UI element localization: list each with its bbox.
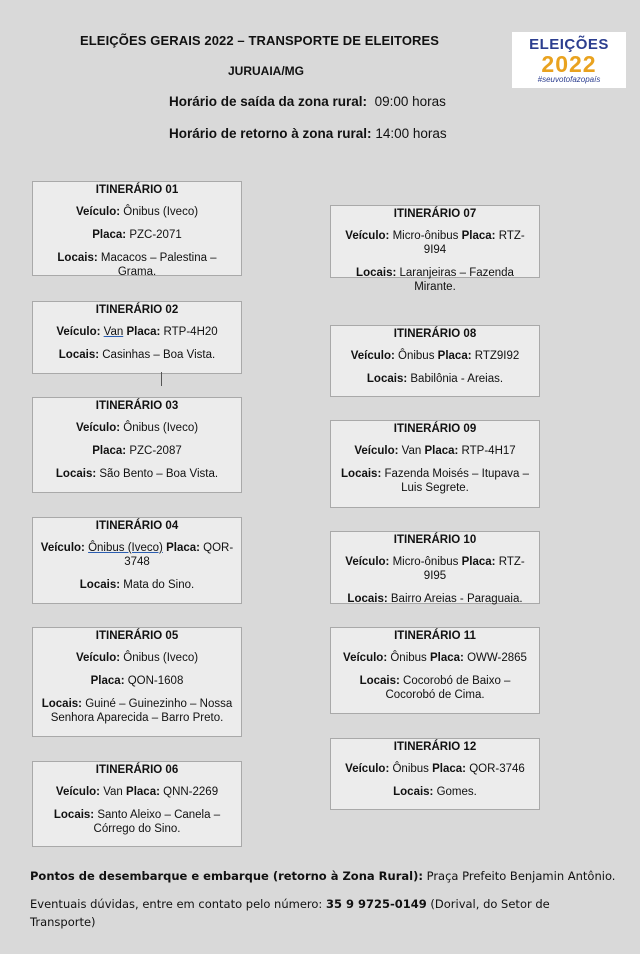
contact-info [30, 895, 590, 931]
departure-label: Horário de saída da zona rural: [169, 94, 368, 109]
plate-label: Placa: [90, 675, 125, 687]
places-value: Babilônia - Areias. [410, 373, 504, 385]
itinerary-card [330, 420, 540, 508]
places-value: Casinhas – Boa Vista. [102, 349, 216, 361]
itinerary-title: ITINERÁRIO 06 [95, 764, 179, 776]
vehicle-value: Ônibus [398, 350, 435, 362]
vehicle-label: Veículo: [345, 230, 390, 242]
vehicle-label: Veículo: [75, 422, 121, 434]
places-value: Fazenda Moisés – Itupava – Luis Segrete. [384, 468, 529, 494]
return-time [169, 126, 447, 141]
places-line [37, 578, 237, 592]
plate-value: RTZ9I92 [474, 350, 520, 362]
vehicle-value: Ônibus [390, 652, 427, 664]
city-subtitle: JURUAIA/MG [228, 64, 305, 78]
places-label: Locais: [366, 373, 408, 385]
places-label: Locais: [356, 267, 397, 279]
places-value: Laranjeiras – Fazenda Mirante. [399, 267, 514, 293]
places-label: Locais: [55, 468, 97, 480]
itinerary-title: ITINERÁRIO 07 [393, 208, 477, 220]
plate-label: Placa: [437, 350, 472, 362]
itinerary-title: ITINERÁRIO 09 [393, 423, 477, 435]
return-label: Horário de retorno à zona rural: [169, 126, 372, 141]
elections-logo [512, 32, 626, 88]
plate-label: Placa: [166, 542, 200, 554]
plate-label: Placa: [461, 556, 496, 568]
logo-line1: ELEIÇÕES [529, 36, 609, 53]
boarding-points-value: Praça Prefeito Benjamin Antônio. [426, 869, 616, 883]
plate-value: PZC-2087 [129, 445, 182, 457]
logo-year: 2022 [541, 51, 597, 77]
itinerary-title: ITINERÁRIO 10 [393, 534, 477, 546]
itinerary-title: ITINERÁRIO 01 [95, 184, 179, 196]
plate-label: Placa: [430, 652, 464, 664]
vehicle-value: Van [103, 786, 123, 798]
vehicle-label: Veículo: [354, 445, 399, 457]
places-value: Santo Aleixo – Canela – Córrego do Sino. [93, 809, 221, 835]
plate-value: RTZ-9I94 [423, 230, 525, 256]
itinerary-title: ITINERÁRIO 11 [394, 630, 476, 642]
vehicle-line [335, 651, 535, 665]
logo-hashtag: #seuvotofazopaís [537, 75, 601, 84]
plate-value: PZC-2071 [129, 229, 182, 241]
places-line [335, 467, 535, 495]
plate-value: QON-1608 [127, 675, 184, 687]
places-line [37, 251, 237, 279]
places-value: Bairro Areias - Paraguaia. [390, 593, 523, 605]
vehicle-line [37, 205, 237, 219]
vehicle-line [335, 229, 535, 257]
vehicle-line [37, 651, 237, 665]
itinerary-title: ITINERÁRIO 02 [95, 304, 179, 316]
places-value: São Bento – Boa Vista. [99, 468, 219, 480]
divider-mark [161, 372, 162, 386]
places-label: Locais: [347, 593, 388, 605]
vehicle-label: Veículo: [350, 350, 395, 362]
vehicle-label: Veículo: [56, 326, 101, 338]
itinerary-title: ITINERÁRIO 08 [393, 328, 477, 340]
itinerary-card [330, 627, 540, 714]
vehicle-value: Ônibus (Iveco) [123, 206, 199, 218]
vehicle-line [37, 541, 237, 569]
contact-number: 35 9 9725-0149 [325, 897, 427, 911]
itinerary-title: ITINERÁRIO 04 [95, 520, 179, 532]
plate-label: Placa: [461, 230, 496, 242]
plate-label: Placa: [424, 445, 459, 457]
places-value: Macacos – Palestina – Grama. [100, 252, 217, 278]
itinerary-card [330, 205, 540, 293]
itinerary-title: ITINERÁRIO 12 [393, 741, 477, 753]
plate-label: Placa: [92, 445, 127, 457]
departure-value: 09:00 horas [374, 94, 446, 109]
places-label: Locais: [359, 675, 400, 687]
plate-label: Placa: [432, 763, 467, 775]
vehicle-label: Veículo: [40, 542, 85, 554]
places-value: Mata do Sino. [123, 579, 195, 591]
boarding-points [30, 867, 620, 885]
places-line [37, 808, 237, 836]
places-line [335, 592, 535, 606]
vehicle-line [335, 762, 535, 776]
plate-value: QOR-3746 [469, 763, 525, 775]
vehicle-line [37, 785, 237, 799]
vehicle-label: Veículo: [75, 206, 121, 218]
places-label: Locais: [393, 786, 434, 798]
places-value: Cocorobó de Baixo – Cocorobó de Cima. [385, 675, 511, 701]
itinerary-card [330, 325, 540, 397]
vehicle-value: Ônibus [392, 763, 429, 775]
plate-value: RTP-4H20 [163, 326, 218, 338]
vehicle-value: Ônibus (Iveco) [88, 542, 163, 554]
plate-value: QNN-2269 [163, 786, 219, 798]
places-line [335, 372, 535, 386]
vehicle-label: Veículo: [343, 652, 388, 664]
itinerary-card [32, 301, 242, 374]
places-label: Locais: [53, 809, 95, 821]
vehicle-value: Van [103, 326, 124, 338]
plate-value: RTZ-9I95 [423, 556, 525, 582]
itinerary-title: ITINERÁRIO 05 [95, 630, 179, 642]
vehicle-value: Micro-ônibus [392, 556, 459, 568]
contact-suffix: (Dorival, do Setor de Transporte) [30, 897, 550, 929]
places-value: Guiné – Guinezinho – Nossa Senhora Aparecida – Barro Preto. [50, 698, 233, 724]
vehicle-value: Micro-ônibus [392, 230, 459, 242]
plate-label: Placa: [92, 229, 127, 241]
places-value: Gomes. [436, 786, 477, 798]
places-label: Locais: [58, 349, 100, 361]
plate-line [37, 444, 237, 458]
page-title: ELEIÇÕES GERAIS 2022 – TRANSPORTE DE ELEITORES [80, 33, 440, 48]
places-line [335, 266, 535, 294]
itinerary-card [32, 181, 242, 276]
itinerary-card [32, 761, 242, 847]
return-value: 14:00 horas [375, 126, 447, 141]
places-line [37, 348, 237, 362]
vehicle-line [37, 421, 237, 435]
departure-time [169, 94, 446, 109]
vehicle-line [37, 325, 237, 339]
vehicle-label: Veículo: [75, 652, 121, 664]
itinerary-card [330, 738, 540, 810]
vehicle-line [335, 349, 535, 363]
plate-value: RTP-4H17 [461, 445, 516, 457]
boarding-points-label: Pontos de desembarque e embarque (retorno à Zona Rural): [30, 869, 423, 883]
places-label: Locais: [41, 698, 82, 710]
plate-label: Placa: [126, 326, 161, 338]
itinerary-card [32, 627, 242, 737]
vehicle-line [335, 555, 535, 583]
itinerary-card [32, 397, 242, 493]
vehicle-value: Ônibus (Iveco) [123, 652, 199, 664]
plate-line [37, 674, 237, 688]
places-line [335, 674, 535, 702]
vehicle-label: Veículo: [55, 786, 101, 798]
places-line [37, 467, 237, 481]
places-label: Locais: [57, 252, 98, 264]
vehicle-line [335, 444, 535, 458]
places-label: Locais: [341, 468, 382, 480]
contact-prefix: Eventuais dúvidas, entre em contato pelo número: [30, 897, 323, 911]
places-label: Locais: [79, 579, 121, 591]
places-line [335, 785, 535, 799]
plate-value: QOR-3748 [124, 542, 234, 568]
itinerary-card [32, 517, 242, 604]
vehicle-value: Ônibus (Iveco) [123, 422, 199, 434]
places-line [37, 697, 237, 725]
vehicle-value: Van [401, 445, 422, 457]
itinerary-title: ITINERÁRIO 03 [95, 400, 179, 412]
itinerary-card [330, 531, 540, 604]
plate-line [37, 228, 237, 242]
plate-label: Placa: [126, 786, 160, 798]
plate-value: OWW-2865 [467, 652, 527, 664]
vehicle-label: Veículo: [345, 556, 390, 568]
vehicle-label: Veículo: [345, 763, 390, 775]
